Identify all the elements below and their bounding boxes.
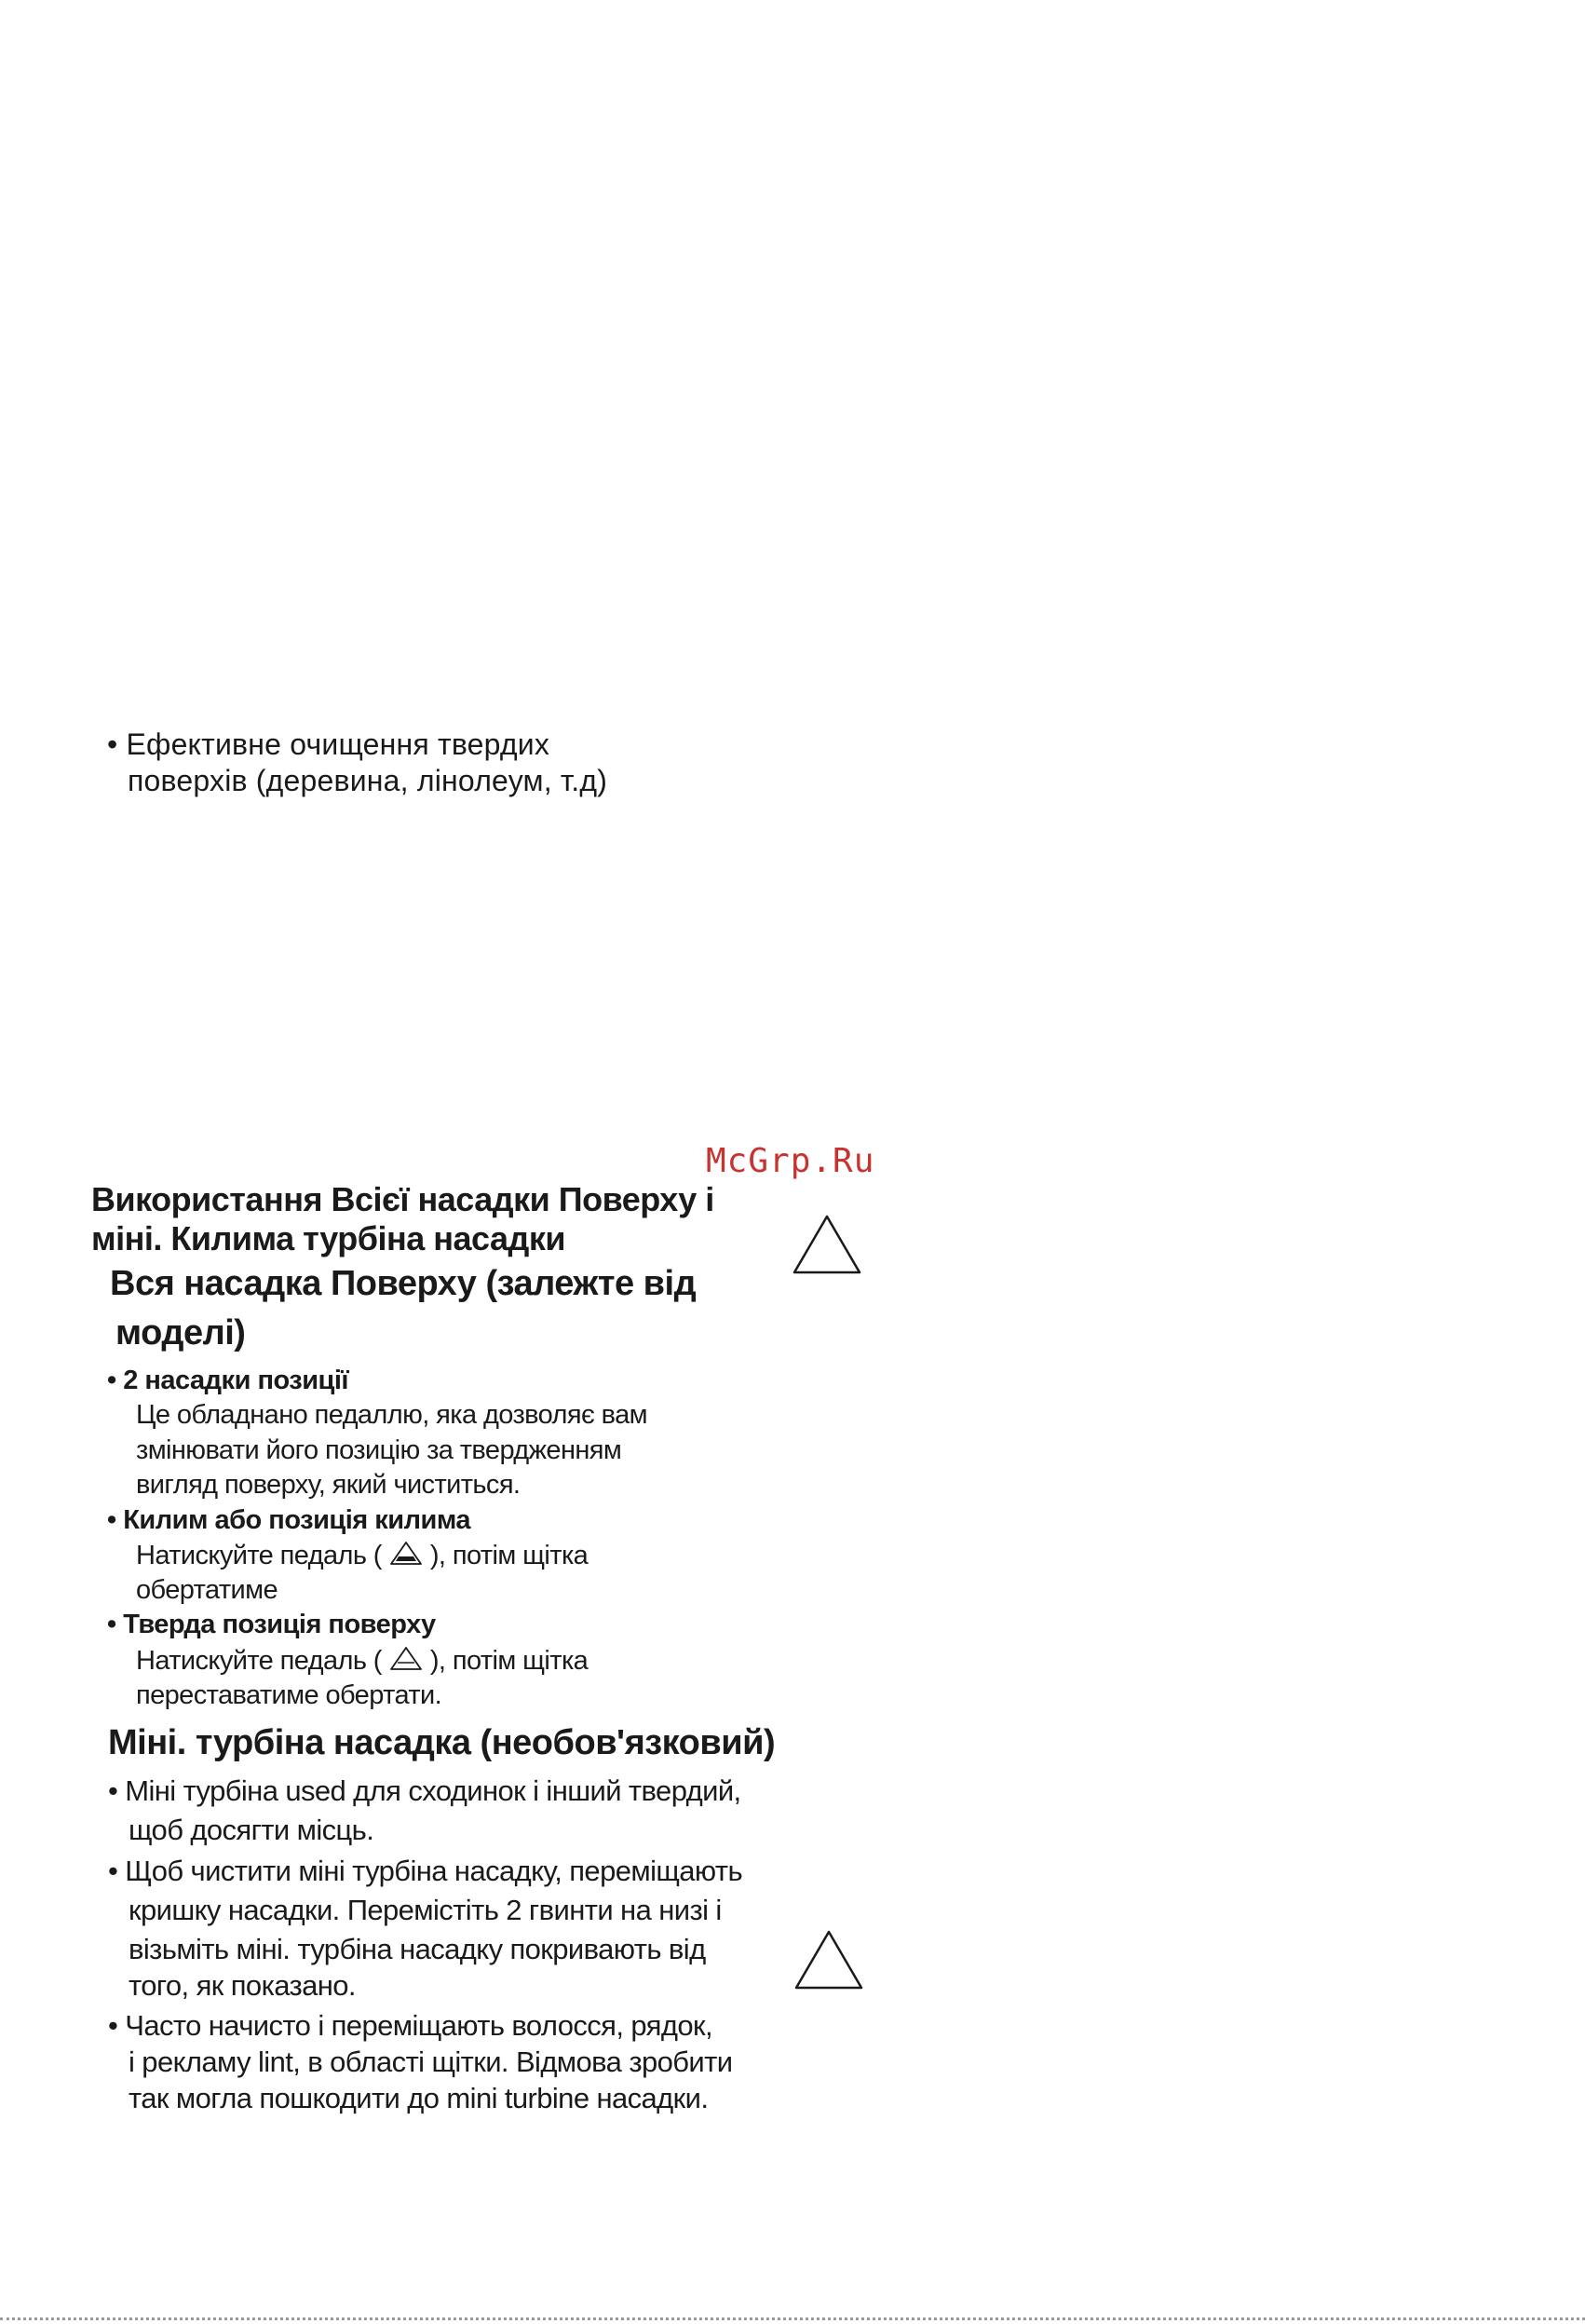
section-title-line-1: Використання Всієї насадки Поверху і bbox=[91, 1180, 714, 1218]
item-carpet-title: • Килим або позиція килима bbox=[107, 1505, 471, 1535]
item-floor-text-before: Натискуйте педаль ( bbox=[136, 1646, 382, 1676]
warning-triangle-icon bbox=[792, 1214, 862, 1275]
section-title-line-2: міні. Килима турбіна насадки bbox=[91, 1219, 565, 1257]
mini-turbine-text-7: • Часто начисто і переміщають волосся, рядок, bbox=[108, 2009, 712, 2042]
mini-turbine-text-2: щоб досягти місць. bbox=[129, 1814, 374, 1846]
item-carpet-text-after: ), потім щітка bbox=[429, 1541, 589, 1570]
mini-turbine-text-6: того, як показано. bbox=[129, 1969, 356, 2002]
page-bottom-edge bbox=[0, 2317, 1585, 2320]
floor-nozzle-title-line-1: Вся насадка Поверху (залежте від bbox=[110, 1264, 697, 1303]
pedal-pressed-icon bbox=[389, 1540, 423, 1568]
warning-triangle-icon bbox=[793, 1929, 864, 1991]
item-floor-text-1 bbox=[136, 1645, 588, 1677]
watermark: McGrp.Ru bbox=[706, 1142, 875, 1180]
mini-turbine-text-4: кришку насадки. Перемістіть 2 гвинти на низі і bbox=[129, 1894, 722, 1926]
feature-bullet-line-1: • Ефективне очищення твердих bbox=[107, 727, 550, 761]
mini-turbine-text-5: візьміть міні. турбіна насадку покривають від bbox=[129, 1933, 706, 1965]
pedal-raised-icon bbox=[389, 1645, 423, 1673]
feature-bullet-line-2: поверхів (деревина, лінолеум, т.д) bbox=[128, 764, 608, 797]
mini-turbine-text-9: так могла пошкодити до mini turbine насадки. bbox=[129, 2082, 709, 2114]
mini-turbine-text-8: і рекламу lint, в області щітки. Відмова зробити bbox=[129, 2045, 733, 2078]
floor-nozzle-title-line-2: моделі) bbox=[115, 1313, 246, 1352]
item-2-positions-title: • 2 насадки позиції bbox=[107, 1366, 349, 1395]
item-floor-text-2: переставатиме обертати. bbox=[136, 1680, 442, 1710]
item-carpet-text-before: Натискуйте педаль ( bbox=[136, 1541, 382, 1570]
item-2-positions-text-3: вигляд поверху, який чиститься. bbox=[136, 1470, 521, 1500]
item-carpet-text-1 bbox=[136, 1540, 588, 1571]
item-carpet-text-2: обертатиме bbox=[136, 1575, 278, 1605]
item-floor-text-after: ), потім щітка bbox=[429, 1646, 589, 1676]
item-2-positions-text-2: змінювати його позицію за твердженням bbox=[136, 1435, 622, 1465]
mini-turbine-text-3: • Щоб чистити міні турбіна насадку, переміщають bbox=[108, 1855, 743, 1887]
item-floor-title: • Тверда позиція поверху bbox=[107, 1610, 436, 1639]
mini-turbine-title: Міні. турбіна насадка (необов'язковий) bbox=[108, 1723, 776, 1762]
item-2-positions-text-1: Це обладнано педаллю, яка дозволяє вам bbox=[136, 1400, 647, 1430]
mini-turbine-text-1: • Міні турбіна used для сходинок і інший твердий, bbox=[108, 1774, 741, 1807]
